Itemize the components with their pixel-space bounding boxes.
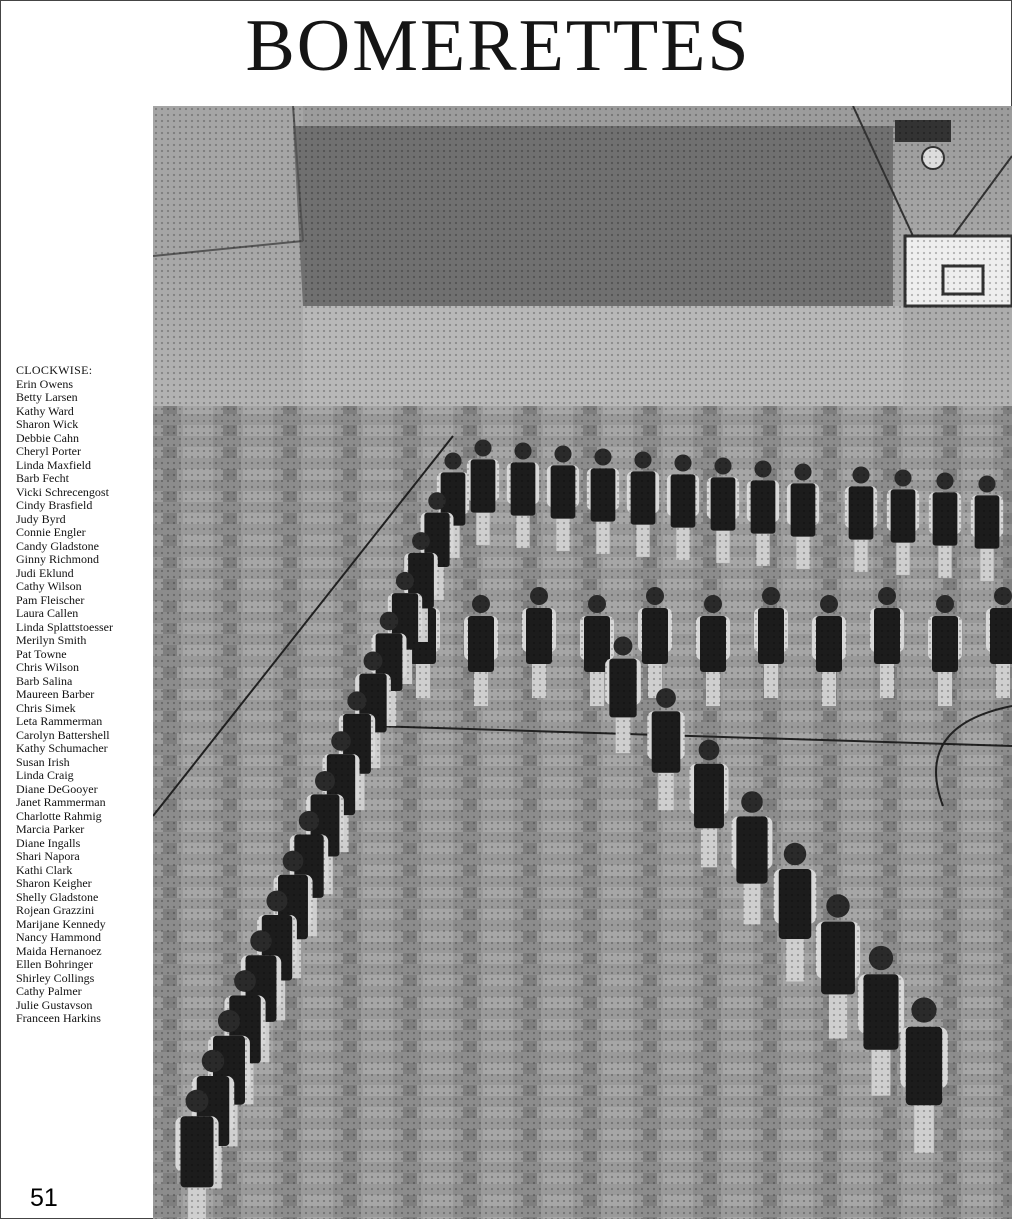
name-item: Linda Splattstoesser xyxy=(16,619,113,634)
name-item: Diane Ingalls xyxy=(16,835,81,850)
name-item: Cathy Wilson xyxy=(16,579,82,593)
name-item: Cheryl Porter xyxy=(16,444,81,458)
name-item: Marijane Kennedy xyxy=(16,916,106,931)
name-item: Susan Irish xyxy=(16,754,70,769)
name-item: Cathy Palmer xyxy=(16,984,82,998)
name-item: Laura Callen xyxy=(16,606,79,620)
name-item: Chris Simek xyxy=(16,700,76,715)
name-item: Kathy Schumacher xyxy=(16,741,108,755)
name-item: Marcia Parker xyxy=(16,822,85,836)
name-item: Judi Eklund xyxy=(16,565,74,580)
name-item: Linda Maxfield xyxy=(16,457,91,472)
name-item: Shari Napora xyxy=(16,849,80,863)
page-number: 51 xyxy=(30,1184,58,1212)
name-item: Shelly Gladstone xyxy=(16,889,99,904)
name-item: Ellen Bohringer xyxy=(16,957,93,971)
name-item: Betty Larsen xyxy=(16,390,78,404)
name-item: Ginny Richmond xyxy=(16,552,99,566)
name-item: Janet Rammerman xyxy=(16,795,106,809)
name-item: Julie Gustavson xyxy=(16,997,93,1012)
name-item: Charlotte Rahmig xyxy=(16,808,102,823)
name-item: Debbie Cahn xyxy=(16,430,79,445)
name-item: Sharon Wick xyxy=(16,417,79,431)
page-title: BOMERETTES xyxy=(245,5,751,87)
name-item: Barb Fecht xyxy=(16,471,69,485)
name-item: Kathy Ward xyxy=(16,403,74,418)
name-item: Vicki Schrecengost xyxy=(16,484,109,499)
name-item: Chris Wilson xyxy=(16,660,79,674)
name-item: Cindy Brasfield xyxy=(16,498,93,512)
name-item: Carolyn Battershell xyxy=(16,727,110,742)
team-photo xyxy=(153,106,1012,1219)
name-item: Pam Fleischer xyxy=(16,592,85,607)
name-list xyxy=(16,378,154,1026)
name-item: Erin Owens xyxy=(16,376,73,391)
name-item: Merilyn Smith xyxy=(16,633,87,647)
name-item: Linda Craig xyxy=(16,768,74,782)
name-item: Candy Gladstone xyxy=(16,538,99,553)
name-item: Shirley Collings xyxy=(16,970,95,985)
name-item: Judy Byrd xyxy=(16,511,66,526)
name-item: Pat Towne xyxy=(16,646,67,661)
name-item: Kathi Clark xyxy=(16,862,73,877)
name-item: Barb Salina xyxy=(16,673,73,688)
name-item: Maida Hernanoez xyxy=(16,943,102,958)
name-caption xyxy=(16,364,154,1026)
name-item: Leta Rammerman xyxy=(16,714,103,728)
name-item: Sharon Keigher xyxy=(16,876,92,890)
name-item: Connie Engler xyxy=(16,525,86,539)
name-item: Maureen Barber xyxy=(16,687,95,701)
caption-header: CLOCKWISE: xyxy=(16,363,93,377)
name-item: Rojean Grazzini xyxy=(16,903,95,917)
name-item: Diane DeGooyer xyxy=(16,781,98,796)
name-item: Nancy Hammond xyxy=(16,930,101,944)
name-item: Franceen Harkins xyxy=(16,1011,101,1025)
